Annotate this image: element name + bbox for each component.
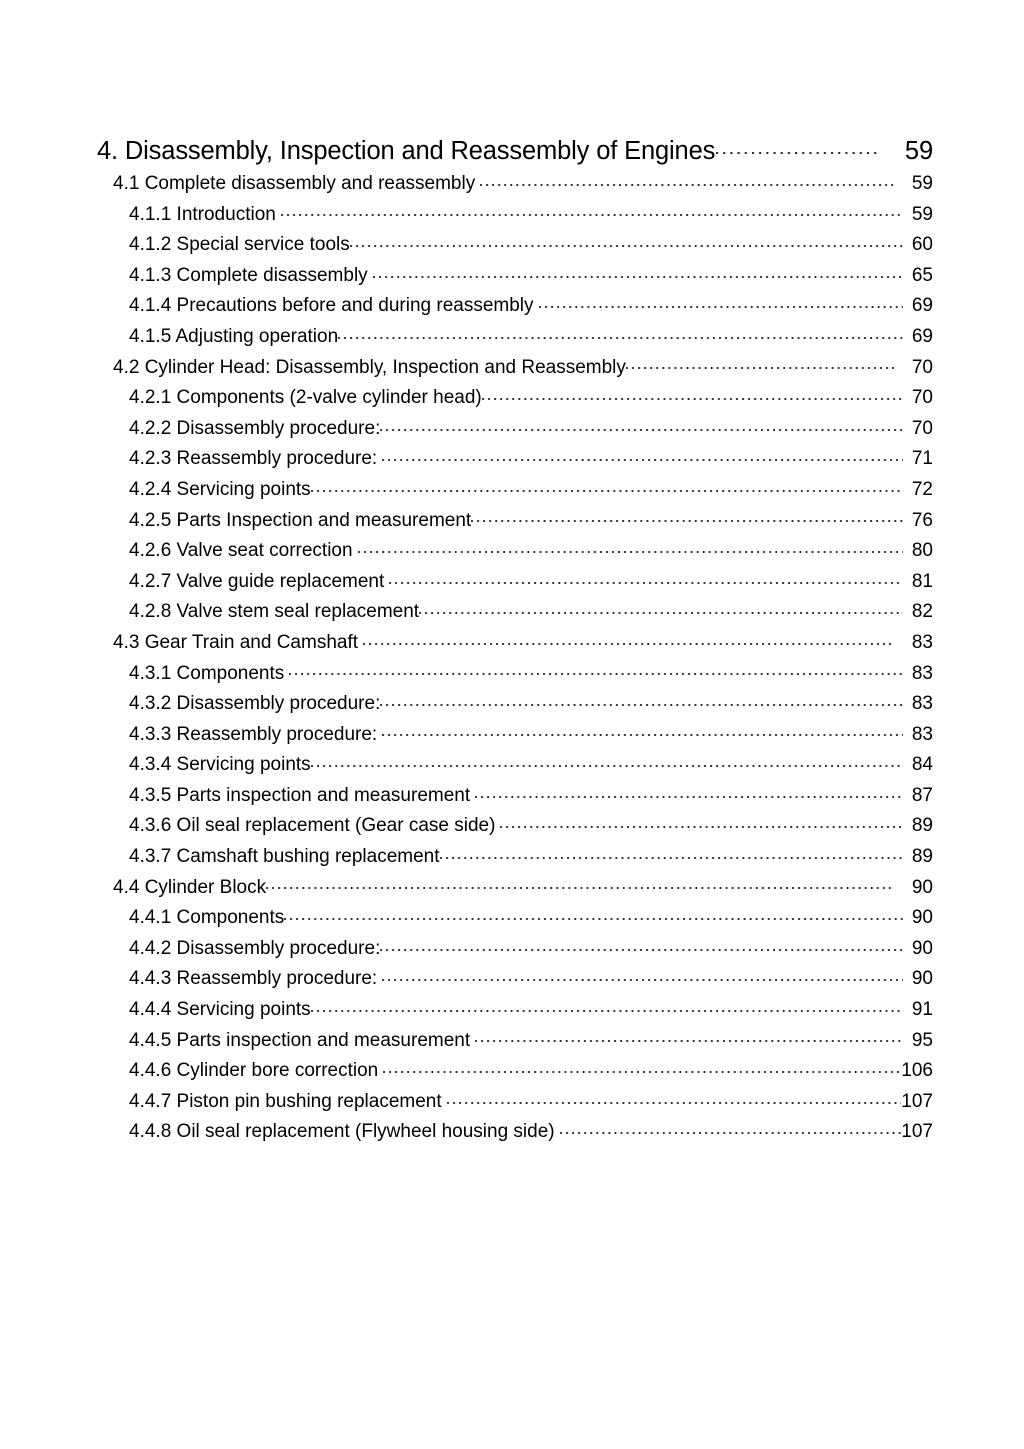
toc-dot-leader [539, 292, 903, 311]
toc-dot-leader [358, 537, 903, 556]
toc-entry-label: 4.1.3 Complete disassembly [129, 264, 368, 286]
toc-entry-label: 4.2.1 Components (2-valve cylinder head) [129, 387, 482, 409]
toc-entry[interactable] [97, 415, 933, 446]
toc-entry[interactable] [97, 1118, 933, 1149]
toc-entry-label: 4.3 Gear Train and Camshaft [113, 631, 359, 653]
toc-dot-leader [560, 1118, 902, 1137]
toc-dot-leader [338, 323, 903, 342]
toc-entry-label: 4.4.8 Oil seal replacement (Flywheel housing side) [129, 1121, 555, 1143]
toc-entry[interactable] [97, 843, 933, 874]
toc-entry-label: 4.4.4 Servicing points [129, 999, 311, 1021]
toc-entry-label: 4. Disassembly, Inspection and Reassembly of Engines [97, 136, 716, 165]
toc-entry-page-number: 59 [911, 203, 933, 225]
toc-entry[interactable] [97, 1057, 933, 1088]
toc-dot-leader [419, 598, 903, 617]
toc-entry-label: 4.2.7 Valve guide replacement [129, 570, 385, 592]
toc-entry-page-number: 90 [911, 937, 933, 959]
toc-entry-label: 4.3.4 Servicing points [129, 754, 311, 776]
toc-entry[interactable] [97, 629, 933, 660]
toc-entry-label: 4.3.3 Reassembly procedure: [129, 723, 378, 745]
toc-entry-page-number: 72 [911, 478, 933, 500]
toc-entry-page-number: 90 [911, 876, 933, 898]
toc-entry-page-number: 65 [911, 264, 933, 286]
toc-entry-page-number: 59 [904, 136, 933, 165]
toc-entry-page-number: 95 [911, 1029, 933, 1051]
toc-entry-label: 4.4.1 Components [129, 907, 285, 929]
toc-dot-leader [440, 843, 903, 862]
toc-entry-label: 4.4.5 Parts inspection and measurement [129, 1029, 471, 1051]
toc-entry[interactable] [97, 1027, 933, 1058]
toc-entry-label: 4.3.5 Parts inspection and measurement [129, 784, 471, 806]
toc-entry[interactable] [97, 201, 933, 232]
toc-dot-leader [281, 201, 903, 220]
toc-entry-label: 4.1.1 Introduction [129, 203, 276, 225]
toc-entry-page-number: 83 [911, 693, 933, 715]
toc-entry-page-number: 81 [911, 570, 933, 592]
toc-entry-page-number: 70 [911, 387, 933, 409]
toc-entry-label: 4.4.6 Cylinder bore correction [129, 1060, 379, 1082]
toc-entry-page-number: 71 [911, 448, 933, 470]
toc-entry[interactable] [97, 292, 933, 323]
toc-dot-leader [363, 629, 894, 648]
toc-dot-leader [380, 935, 903, 954]
toc-entry[interactable] [97, 721, 933, 752]
toc-entry-label: 4.4.7 Piston pin bushing replacement [129, 1090, 442, 1112]
toc-dot-leader [389, 568, 903, 587]
toc-entry-label: 4.4.2 Disassembly procedure: [129, 937, 381, 959]
toc-entry-label: 4.1.2 Special service tools [129, 234, 350, 256]
toc-entry-page-number: 84 [911, 754, 933, 776]
toc-entry-page-number: 70 [911, 356, 933, 378]
toc-entry[interactable] [97, 133, 933, 170]
toc-dot-leader [284, 904, 903, 923]
toc-entry-page-number: 91 [911, 999, 933, 1021]
toc-entry-label: 4.2.8 Valve stem seal replacement [129, 601, 420, 623]
toc-entry-label: 4.2.6 Valve seat correction [129, 540, 353, 562]
toc-entry[interactable] [97, 874, 933, 905]
toc-dot-leader [382, 445, 903, 464]
toc-entry[interactable] [97, 660, 933, 691]
toc-entry-page-number: 90 [911, 907, 933, 929]
toc-entry-page-number: 70 [911, 417, 933, 439]
toc-entry-label: 4.2.4 Servicing points [129, 478, 311, 500]
toc-entry-page-number: 59 [911, 173, 933, 194]
toc-entry[interactable] [97, 537, 933, 568]
toc-entry-page-number: 89 [911, 846, 933, 868]
toc-entry-page-number: 69 [911, 295, 933, 317]
toc-dot-leader [266, 874, 894, 893]
toc-entry[interactable] [97, 323, 933, 354]
toc-entry[interactable] [97, 965, 933, 996]
toc-entry-label: 4.2.5 Parts Inspection and measurement [129, 509, 472, 531]
toc-entry-label: 4.2.2 Disassembly procedure: [129, 417, 381, 439]
toc-entry-label: 4.3.2 Disassembly procedure: [129, 693, 381, 715]
toc-entry[interactable] [97, 354, 933, 385]
toc-entry-page-number: 83 [911, 723, 933, 745]
toc-dot-leader [482, 384, 903, 403]
toc-entry[interactable] [97, 568, 933, 599]
toc-entry-label: 4.2.3 Reassembly procedure: [129, 448, 378, 470]
toc-entry-page-number: 69 [911, 325, 933, 347]
toc-dot-leader [626, 354, 894, 373]
toc-entry-page-number: 60 [911, 234, 933, 256]
toc-entry-page-number: 87 [911, 784, 933, 806]
toc-dot-leader [500, 812, 903, 831]
toc-dot-leader [447, 1088, 902, 1107]
toc-entry-page-number: 83 [911, 631, 933, 653]
toc-entry[interactable] [97, 812, 933, 843]
toc-entry[interactable] [97, 262, 933, 293]
toc-dot-leader [311, 476, 903, 495]
toc-entry-label: 4.1 Complete disassembly and reassembly [113, 173, 476, 194]
toc-entry[interactable] [97, 231, 933, 262]
toc-entry-label: 4.1.5 Adjusting operation [129, 325, 339, 347]
toc-dot-leader [480, 170, 894, 189]
toc-dot-leader [311, 996, 903, 1015]
toc-entry[interactable] [97, 782, 933, 813]
toc-entry[interactable] [97, 384, 933, 415]
toc-entry[interactable] [97, 476, 933, 507]
toc-entry-page-number: 90 [911, 968, 933, 990]
toc-dot-leader [350, 231, 903, 250]
toc-dot-leader [383, 1057, 901, 1076]
toc-dot-leader [289, 660, 903, 679]
toc-entry-label: 4.4 Cylinder Block [113, 876, 267, 898]
toc-dot-leader [373, 262, 903, 281]
toc-dot-leader [380, 690, 903, 709]
toc-entry-label: 4.2 Cylinder Head: Disassembly, Inspection and Reassembly [113, 356, 626, 378]
toc-dot-leader [716, 133, 881, 159]
toc-entry-page-number: 106 [901, 1060, 933, 1082]
toc-entry-label: 4.4.3 Reassembly procedure: [129, 968, 378, 990]
toc-entry-page-number: 107 [901, 1090, 933, 1112]
toc-entry-page-number: 83 [911, 662, 933, 684]
toc-entry[interactable] [97, 996, 933, 1027]
toc-dot-leader [382, 965, 903, 984]
toc-dot-leader [475, 782, 903, 801]
toc-dot-leader [380, 415, 903, 434]
toc-entry-page-number: 80 [911, 540, 933, 562]
toc-entry-label: 4.3.6 Oil seal replacement (Gear case side) [129, 815, 496, 837]
toc-entry[interactable] [97, 445, 933, 476]
toc-entry[interactable] [97, 904, 933, 935]
toc-entry-page-number: 107 [901, 1121, 933, 1143]
toc-entry-page-number: 89 [911, 815, 933, 837]
table-of-contents [97, 133, 933, 1149]
toc-entry-label: 4.1.4 Precautions before and during reassembly [129, 295, 534, 317]
toc-entry[interactable] [97, 507, 933, 538]
toc-entry-page-number: 82 [911, 601, 933, 623]
toc-entry[interactable] [97, 751, 933, 782]
toc-entry-page-number: 76 [911, 509, 933, 531]
toc-dot-leader [475, 1027, 903, 1046]
toc-entry[interactable] [97, 690, 933, 721]
toc-entry-label: 4.3.7 Camshaft bushing replacement [129, 846, 440, 868]
toc-entry[interactable] [97, 1088, 933, 1119]
toc-dot-leader [382, 721, 903, 740]
toc-entry[interactable] [97, 598, 933, 629]
toc-dot-leader [471, 507, 903, 526]
toc-entry[interactable] [97, 170, 933, 201]
toc-entry-label: 4.3.1 Components [129, 662, 285, 684]
toc-entry[interactable] [97, 935, 933, 966]
toc-dot-leader [311, 751, 903, 770]
